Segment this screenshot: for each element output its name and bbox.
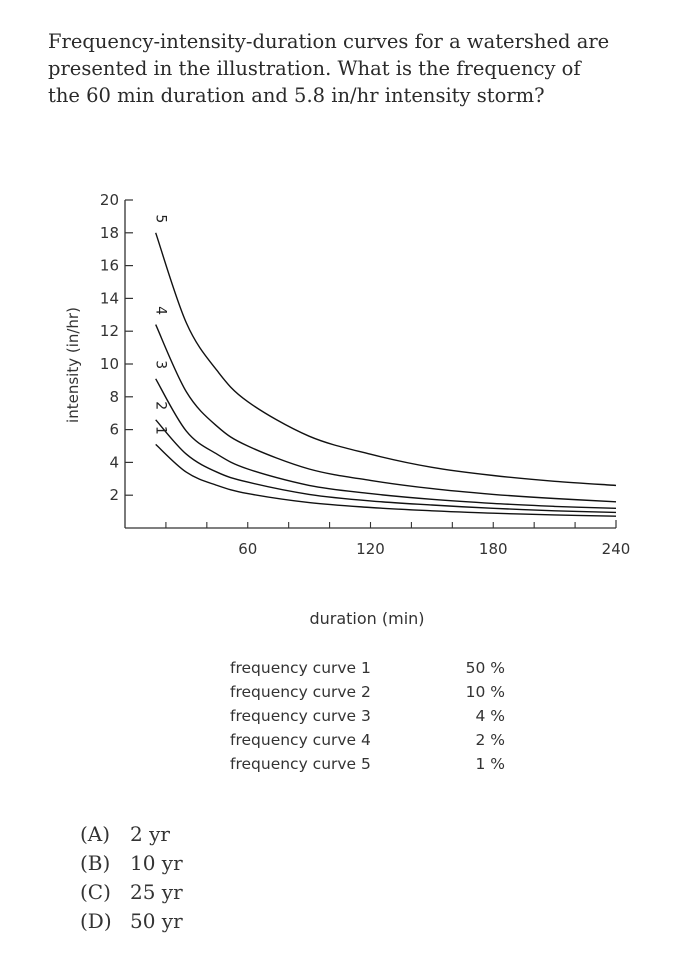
y-tick-label: 16 [99,256,119,275]
chart-curves [156,233,616,516]
option-letter: (B) [80,851,111,875]
chart-axes [100,191,630,558]
option-text: 10 yr [130,851,183,875]
option-a[interactable] [80,820,183,849]
option-c[interactable] [80,878,183,907]
curve-label-5: 5 [152,214,169,224]
y-axis-title: intensity (in/hr) [64,307,82,423]
legend-row [230,680,505,704]
legend-row [230,656,505,680]
legend-curve-value: 1 % [475,755,505,773]
option-text: 2 yr [130,822,170,846]
legend-row [230,728,505,752]
legend-curve-name: frequency curve 1 [230,659,371,677]
y-tick-label: 12 [99,322,119,341]
option-text: 25 yr [130,880,183,904]
y-tick-label: 20 [99,191,119,209]
option-text: 50 yr [130,909,183,933]
y-tick-label: 10 [99,355,119,373]
y-tick-label: 6 [109,420,119,439]
x-tick-label: 240 [601,540,631,558]
legend-curve-name: frequency curve 2 [230,683,371,701]
series-line-curve-5 [156,233,616,486]
legend-curve-value: 2 % [475,731,505,749]
x-tick-label: 120 [356,540,385,558]
legend-curve-value: 50 % [465,659,505,677]
legend-curve-name: frequency curve 4 [230,731,371,749]
legend-curve-value: 10 % [465,683,505,701]
frequency-legend [230,656,505,776]
legend-curve-name: frequency curve 5 [230,755,371,773]
option-letter: (A) [80,822,111,846]
y-tick-label: 18 [99,223,119,242]
question-line: Frequency-intensity-duration curves for a watershed are [48,30,610,53]
legend-curve-name: frequency curve 3 [230,707,371,725]
answer-options [80,820,183,936]
curve-label-2: 2 [152,401,169,411]
y-tick-label: 8 [109,387,119,406]
y-tick-label: 14 [99,289,119,308]
legend-row [230,752,505,776]
question-line: presented in the illustration. What is the frequency of [48,57,581,80]
curve-label-3: 3 [152,360,169,370]
curve-label-1: 1 [152,425,169,435]
question-line: the 60 min duration and 5.8 in/hr intensity storm? [48,84,545,107]
x-tick-label: 180 [478,540,508,558]
option-letter: (D) [80,909,112,933]
x-tick-label: 60 [238,540,258,558]
series-line-curve-3 [156,379,616,509]
option-d[interactable] [80,907,183,936]
legend-row [230,704,505,728]
y-tick-label: 2 [109,486,119,505]
y-tick-label: 4 [109,453,119,472]
curve-label-4: 4 [152,306,169,316]
option-b[interactable] [80,849,183,878]
x-axis-title: duration (min) [309,609,425,628]
option-letter: (C) [80,880,111,904]
legend-curve-value: 4 % [475,707,505,725]
